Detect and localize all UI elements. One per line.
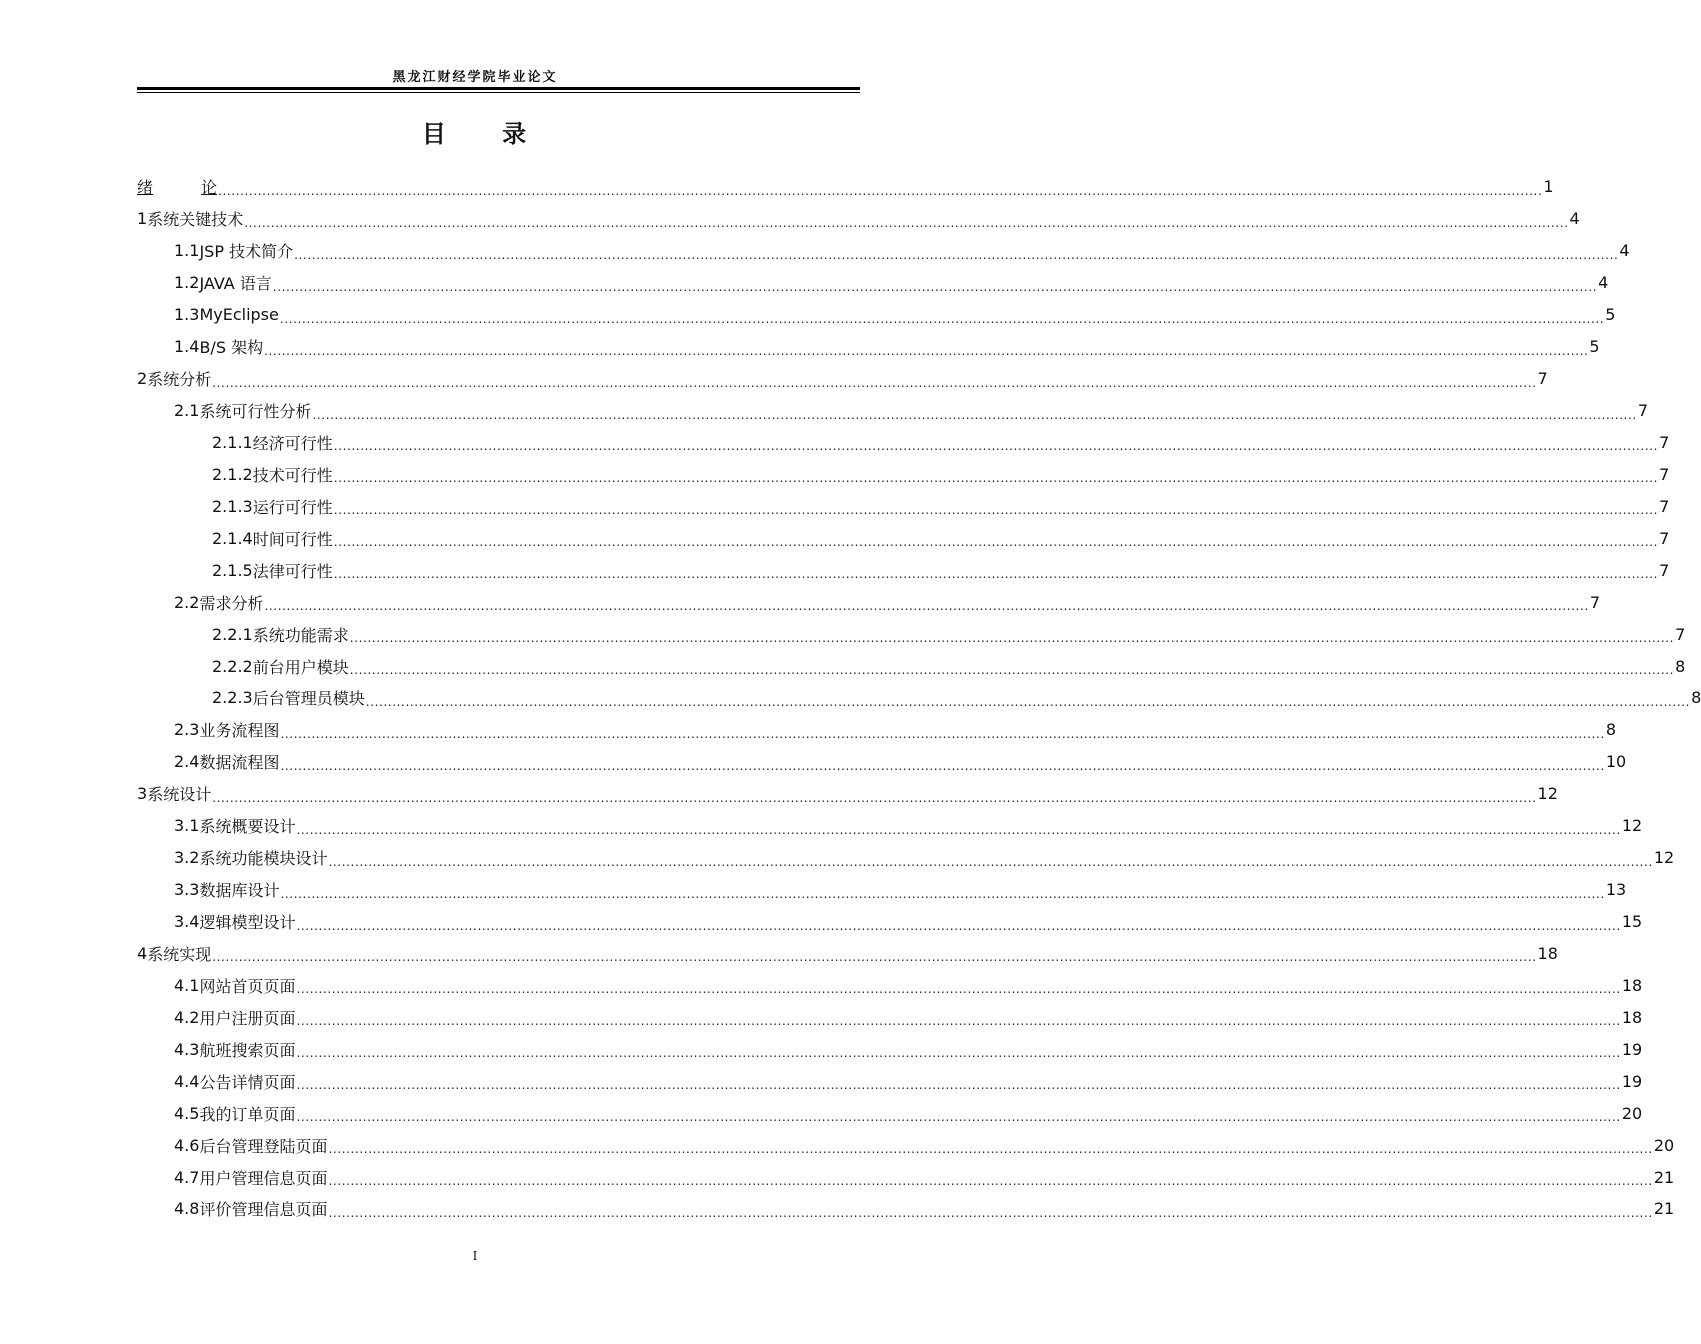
toc-entry-number: 4 [137,943,148,963]
toc-entry [137,554,1670,586]
toc-leader-dots: ............................................................................................................................................................................................................................................................................................................ [280,886,1605,901]
toc-entry-text: 系统可行性分析 [199,402,312,422]
toc-entry-number: 4.4 [174,1071,200,1091]
toc-entry-number: 2.3 [174,720,200,740]
toc-entry-number: 1.3 [174,305,200,325]
toc-leader-dots: ............................................................................................................................................................................................................................................................................................................ [296,822,1621,837]
toc-entry-text: 后台管理员模块 [252,689,365,709]
toc-entry-page: 13 [1605,880,1627,900]
toc-leader-dots: ............................................................................................................................................................................................................................................................................................................ [333,567,1659,582]
toc-leader-dots: ............................................................................................................................................................................................................................................................................................................ [264,599,1589,614]
page-number: I [472,1249,478,1263]
toc-entry-number: 2.1.1 [212,432,253,452]
toc-entry-number: 1.4 [174,337,200,357]
toc-list [137,171,1701,1225]
toc-leader-dots: ............................................................................................................................................................................................................................................................................................................ [279,311,1605,326]
toc-entry [137,746,1627,778]
toc-entry-page: 8 [1605,720,1616,740]
toc-entry [137,586,1600,618]
toc-entry-text: 用户注册页面 [199,1008,296,1028]
running-header: 黑龙江财经学院毕业论文 [392,70,558,85]
toc-entry [137,1065,1643,1097]
toc-entry-page: 7 [1537,369,1548,389]
toc-entry [137,682,1701,714]
toc-entry-text: 逻辑模型设计 [199,913,296,933]
toc-leader-dots: ............................................................................................................................................................................................................................................................................................................ [349,631,1675,646]
toc-leader-dots: ............................................................................................................................................................................................................................................................................................................ [333,535,1659,550]
toc-leader-dots: ............................................................................................................................................................................................................................................................................................................ [296,918,1621,933]
toc-entry-page: 7 [1589,592,1600,612]
toc-entry [137,331,1600,363]
header-rule-thin [137,92,860,93]
toc-entry-text: 数据流程图 [199,753,280,773]
toc-entry-page: 10 [1605,752,1627,772]
toc-entry-text: 评价管理信息页面 [199,1200,328,1220]
toc-entry-page: 18 [1621,975,1643,995]
toc-leader-dots: ............................................................................................................................................................................................................................................................................................................ [212,375,1537,390]
toc-entry [137,427,1670,459]
toc-entry [137,938,1558,970]
toc-leader-dots: ............................................................................................................................................................................................................................................................................................................ [218,183,1543,198]
toc-entry-number: 1.2 [174,273,200,293]
toc-entry-number: 4.2 [174,1007,200,1027]
toc-entry [137,778,1558,810]
toc-entry-text: JSP 技术简介 [199,242,294,262]
toc-leader-dots: ............................................................................................................................................................................................................................................................................................................ [296,1110,1621,1125]
toc-leader-dots: ............................................................................................................................................................................................................................................................................................................ [328,854,1653,869]
toc-entry [137,618,1686,650]
toc-entry-text: MyEclipse [199,305,279,325]
toc-entry-text: 前台用户模块 [252,657,349,677]
toc-entry [137,1001,1643,1033]
toc-entry [137,395,1648,427]
toc-entry-page: 7 [1637,401,1648,421]
toc-leader-dots: ............................................................................................................................................................................................................................................................................................................ [280,726,1605,741]
toc-entry-number: 3.3 [174,880,200,900]
toc-entry [137,458,1670,490]
toc-entry-page: 12 [1621,816,1643,836]
toc-entry [137,299,1616,331]
toc-entry-text: B/S 架构 [199,338,264,358]
toc-entry-page: 7 [1659,432,1670,452]
toc-leader-dots: ............................................................................................................................................................................................................................................................................................................ [264,343,1589,358]
toc-leader-dots: ............................................................................................................................................................................................................................................................................................................ [328,1142,1653,1157]
toc-entry-number: 4.7 [174,1167,200,1187]
toc-entry-number: 3.1 [174,816,200,836]
toc-entry-text: 需求分析 [199,593,264,613]
toc-entry [137,363,1548,395]
toc-entry [137,874,1627,906]
toc-entry-page: 19 [1621,1071,1643,1091]
toc-entry [137,490,1670,522]
toc-entry [137,235,1630,267]
toc-entry-page: 4 [1598,273,1609,293]
toc-entry [137,1161,1675,1193]
toc-entry-text: 系统概要设计 [199,817,296,837]
toc-entry-number: 4.5 [174,1103,200,1123]
toc-entry-page: 4 [1619,241,1630,261]
toc-title: 目 录 [421,120,529,148]
toc-entry-text: 系统实现 [147,944,212,964]
toc-leader-dots: ............................................................................................................................................................................................................................................................................................................ [349,663,1675,678]
toc-entry-page: 12 [1537,784,1558,804]
toc-entry-number: 2.1.4 [212,528,253,548]
toc-entry-page: 20 [1621,1103,1643,1123]
toc-entry-page: 7 [1659,464,1670,484]
toc-entry-page: 5 [1605,305,1616,325]
toc-leader-dots: ............................................................................................................................................................................................................................................................................................................ [272,279,1598,294]
toc-entry-text: 系统功能模块设计 [199,849,328,869]
toc-entry-page: 18 [1621,1007,1643,1027]
toc-entry [137,906,1643,938]
toc-entry-text: 我的订单页面 [199,1104,296,1124]
toc-entry-page: 8 [1675,656,1686,676]
toc-entry-number: 3.2 [174,848,200,868]
toc-leader-dots: ............................................................................................................................................................................................................................................................................................................ [296,982,1621,997]
toc-leader-dots: ............................................................................................................................................................................................................................................................................................................ [296,1078,1621,1093]
toc-leader-dots: ............................................................................................................................................................................................................................................................................................................ [365,694,1691,709]
toc-entry-number: 4.1 [174,975,200,995]
toc-entry-page: 12 [1653,848,1675,868]
toc-leader-dots: ............................................................................................................................................................................................................................................................................................................ [333,471,1659,486]
toc-leader-dots: ............................................................................................................................................................................................................................................................................................................ [294,247,1619,262]
toc-entry-text: 系统设计 [147,785,212,805]
toc-leader-dots: ............................................................................................................................................................................................................................................................................................................ [244,215,1569,230]
toc-entry [137,714,1616,746]
toc-entry-text: JAVA 语言 [199,274,272,294]
toc-entry-text: 法律可行性 [252,561,333,581]
toc-entry-number: 2.2.2 [212,656,253,676]
toc-entry-number: 2.2.1 [212,624,253,644]
toc-entry-number: 4.3 [174,1039,200,1059]
toc-entry [137,1129,1675,1161]
toc-entry-page: 20 [1653,1135,1675,1155]
toc-entry [137,267,1609,299]
toc-entry-number: 2.1.5 [212,560,253,580]
toc-leader-dots: ............................................................................................................................................................................................................................................................................................................ [328,1205,1653,1220]
toc-leader-dots: ............................................................................................................................................................................................................................................................................................................ [296,1014,1621,1029]
toc-entry-text: 数据库设计 [199,881,280,901]
toc-entry-intro [137,171,1554,203]
toc-entry-page: 4 [1569,209,1580,229]
toc-entry-page: 8 [1691,688,1701,708]
toc-entry-number: 3.4 [174,912,200,932]
header-rule-thick [137,87,860,90]
toc-entry-number: 1.1 [174,241,200,261]
toc-entry-page: 1 [1543,177,1554,197]
toc-entry [137,1033,1643,1065]
toc-entry-text: 网站首页页面 [199,976,296,996]
toc-entry-page: 18 [1537,943,1558,963]
toc-entry-text: 经济可行性 [252,433,333,453]
toc-entry-page: 21 [1653,1167,1675,1187]
toc-entry-page: 21 [1653,1199,1675,1219]
toc-leader-dots: ............................................................................................................................................................................................................................................................................................................ [280,758,1605,773]
toc-leader-dots: ............................................................................................................................................................................................................................................................................................................ [212,790,1537,805]
toc-entry-number: 2.2.3 [212,688,253,708]
toc-entry-number: 2 [137,369,148,389]
toc-entry-page: 7 [1659,496,1670,516]
toc-entry-text: 用户管理信息页面 [199,1168,328,1188]
toc-entry [137,650,1686,682]
toc-entry-page: 7 [1675,624,1686,644]
toc-entry-page: 15 [1621,912,1643,932]
toc-entry-number: 1 [137,209,148,229]
toc-leader-dots: ............................................................................................................................................................................................................................................................................................................ [312,407,1637,422]
toc-entry [137,842,1675,874]
toc-leader-dots: ............................................................................................................................................................................................................................................................................................................ [328,1174,1653,1189]
toc-leader-dots: ............................................................................................................................................................................................................................................................................................................ [333,503,1659,518]
toc-leader-dots: ............................................................................................................................................................................................................................................................................................................ [296,1046,1621,1061]
toc-entry-text: 航班搜索页面 [199,1040,296,1060]
toc-entry-page: 7 [1659,560,1670,580]
toc-leader-dots: ............................................................................................................................................................................................................................................................................................................ [333,439,1659,454]
toc-entry-number: 2.2 [174,592,200,612]
toc-entry-text: 系统分析 [147,370,212,390]
toc-entry-number: 2.1.2 [212,464,253,484]
toc-entry-text: 时间可行性 [252,529,333,549]
toc-entry [137,1193,1675,1225]
toc-entry-page: 19 [1621,1039,1643,1059]
toc-entry-text: 系统关键技术 [147,210,244,230]
toc-entry-text: 系统功能需求 [252,625,349,645]
toc-entry [137,203,1580,235]
toc-entry [137,1097,1643,1129]
toc-entry-number: 2.1.3 [212,496,253,516]
toc-entry-text: 技术可行性 [252,465,333,485]
toc-entry-text: 业务流程图 [199,721,280,741]
toc-leader-dots: ............................................................................................................................................................................................................................................................................................................ [212,950,1537,965]
toc-entry-number: 3 [137,784,148,804]
toc-entry-number: 2.4 [174,752,200,772]
toc-entry-number: 4.8 [174,1199,200,1219]
toc-entry [137,810,1643,842]
toc-entry [137,522,1670,554]
toc-entry-number: 2.1 [174,401,200,421]
toc-entry-text: 后台管理登陆页面 [199,1136,328,1156]
toc-entry-page: 7 [1659,528,1670,548]
toc-entry-text: 绪 论 [137,178,218,198]
toc-entry-page: 5 [1589,337,1600,357]
toc-entry-number: 4.6 [174,1135,200,1155]
toc-entry-text: 公告详情页面 [199,1072,296,1092]
toc-entry-text: 运行可行性 [252,497,333,517]
toc-entry [137,969,1643,1001]
